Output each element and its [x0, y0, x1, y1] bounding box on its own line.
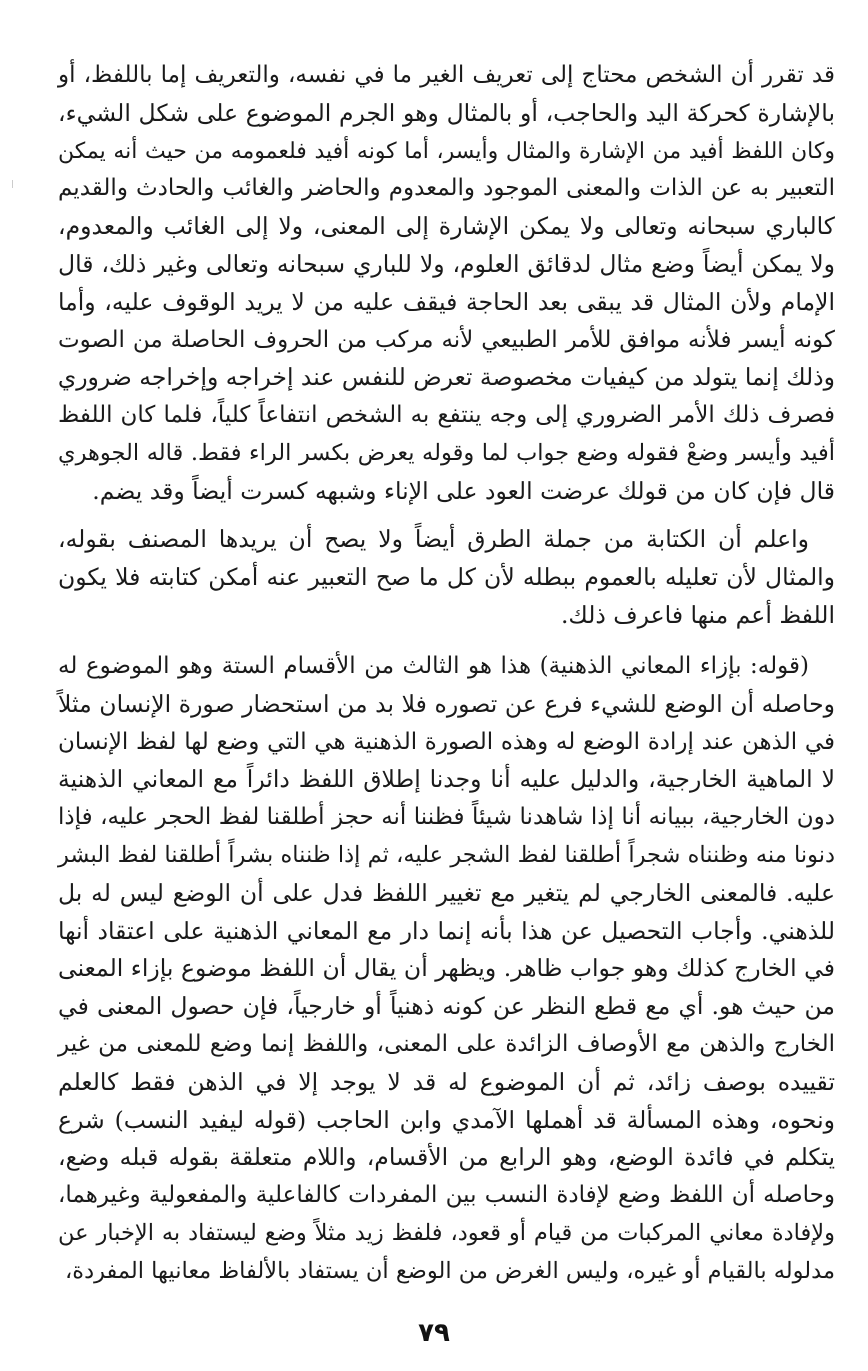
text-line: اللفظ أعم منها فاعرف ذلك. — [560, 600, 835, 629]
text-line: واعلم أن الكتابة من جملة الطرق أيضاً ولا يصح أن يريدها المصنف بقوله، — [58, 525, 809, 553]
text-line: في الذهن عند إرادة الوضع له وهذه الصورة الذهنية هي التي وضع لها لفظ الإنسان — [58, 728, 835, 755]
text-line: (قوله: بإزاء المعاني الذهنية) هذا هو الثالث من الأقسام الستة وهو الموضوع له — [58, 653, 809, 679]
margin-speck — [12, 180, 13, 188]
text-line: ولإفادة معاني المركبات من قيام أو قعود، فلفظ زيد مثلاً وضع ليستفاد به الإخبار عن — [58, 1219, 835, 1246]
paragraph-2 — [58, 521, 835, 634]
text-line: وحاصله أن اللفظ وضع لإفادة النسب بين المفردات كالفاعلية والمفعولية وغيرهما، — [58, 1182, 835, 1209]
text-line: يتكلم في فائدة الوضع، وهو الرابع من الأقسام، واللام متعلقة بقوله قبله وضع، — [58, 1143, 835, 1172]
text-line: قال فإن كان من قولك عرضت العود على الإناء وشبهه كسرت أيضاً وقد يضم. — [92, 476, 835, 505]
text-line: وكان اللفظ أفيد من الإشارة والمثال وأيسر، أما كونه أفيد فلعمومه من حيث أنه يمكن — [58, 138, 835, 164]
paragraph-1 — [58, 57, 835, 511]
text-line: كالباري سبحانه وتعالى ولا يمكن الإشارة إلى المعنى، ولا إلى الغائب والمعدوم، — [58, 212, 835, 241]
text-line: مدلوله بالقيام أو غيره، وليس الغرض من الوضع أن يستفاد بالألفاظ معانيها المفردة، — [65, 1257, 835, 1284]
paragraph-3 — [58, 648, 835, 1291]
text-line: كونه أيسر فلأنه موافق للأمر الطبيعي لأنه مركب من الحروف الحاصلة من الصوت — [58, 326, 835, 353]
text-line: عليه. فالمعنى الخارجي لم يتغير مع تغيير اللفظ فدل على أن الوضع ليس له بل — [58, 878, 835, 907]
text-line: ولا يمكن أيضاً وضع مثال لدقائق العلوم، ولا للباري سبحانه وتعالى وغير ذلك، قال — [58, 249, 835, 278]
text-line: في الخارج كذلك وهو جواب ظاهر. ويظهر أن يقال أن اللفظ موضوع بإزاء المعنى — [58, 954, 835, 983]
text-line: فصرف ذلك الأمر الضروري إلى وجه ينتفع به الشخص انتفاعاً كلياً، فلما كان اللفظ — [58, 402, 835, 429]
text-line: الخارج والذهن مع الأوصاف الزائدة على المعنى، واللفظ إنما وضع للمعنى من غير — [58, 1030, 835, 1057]
text-line: بالإشارة كحركة اليد والحاجب، أو بالمثال وهو الجرم الموضوع على شكل الشيء، — [58, 98, 835, 127]
text-line: تقييده بوصف زائد، ثم أن الموضوع له قد لا يوجد إلا في الذهن فقط كالعلم — [58, 1067, 835, 1096]
text-line: والمثال لأن تعليله بالعموم ببطله لأن كل ما صح التعبير عنه أمكن كتابته فلا يكون — [58, 562, 835, 591]
text-line: وذلك إنما يتولد من كيفيات مخصوصة تعرض للنفس عند إخراجه وإخراجه ضروري — [57, 363, 835, 392]
text-line: لا الماهية الخارجية، والدليل عليه أنا وجدنا إطلاق اللفظ دائراً مع المعاني الذهنية — [58, 765, 835, 794]
text-line: التعبير به عن الذات والمعنى الموجود والمعدوم والحاضر والغائب والحادث والقديم — [58, 175, 835, 202]
text-line: دنونا منه وظنناه شجراً أطلقنا لفظ الشجر عليه، ثم إذا ظنناه بشراً أطلقنا لفظ البشر — [58, 841, 835, 868]
page-number: ٧٩ — [418, 1318, 450, 1348]
text-line: أفيد وأيسر وضعْ فقوله وضع جواب لما وقوله يعرض بكسر الراء فقط. قاله الجوهري — [58, 439, 835, 466]
text-line: للذهني. وأجاب التحصيل عن هذا بأنه إنما دار مع المعاني الذهنية على اعتقاد أنها — [58, 916, 835, 945]
text-line: الإمام ولأن المثال قد يبقى بعد الحاجة فيقف عليه من لا يريد الوقوف عليه، وأما — [58, 287, 835, 316]
text-line: وحاصله أن الوضع للشيء فرع عن تصوره فلا بد من استحضار صورة الإنسان مثلاً — [58, 689, 835, 718]
text-line: من حيث هو. أي مع قطع النظر عن كونه ذهنياً أو خارجياً، فإن حصول المعنى في — [58, 992, 835, 1021]
text-line: دون الخارجية، ببيانه أنا إذا شاهدنا شيئاً فظننا أنه حجز أطلقنا لفظ الحجر عليه، فإذا — [58, 804, 835, 831]
text-line: قد تقرر أن الشخص محتاج إلى تعريف الغير ما في نفسه، والتعريف إما باللفظ، أو — [58, 62, 835, 88]
text-line: ونحوه، وهذه المسألة قد أهملها الآمدي وابن الحاجب (قوله ليفيد النسب) شرع — [58, 1105, 835, 1134]
